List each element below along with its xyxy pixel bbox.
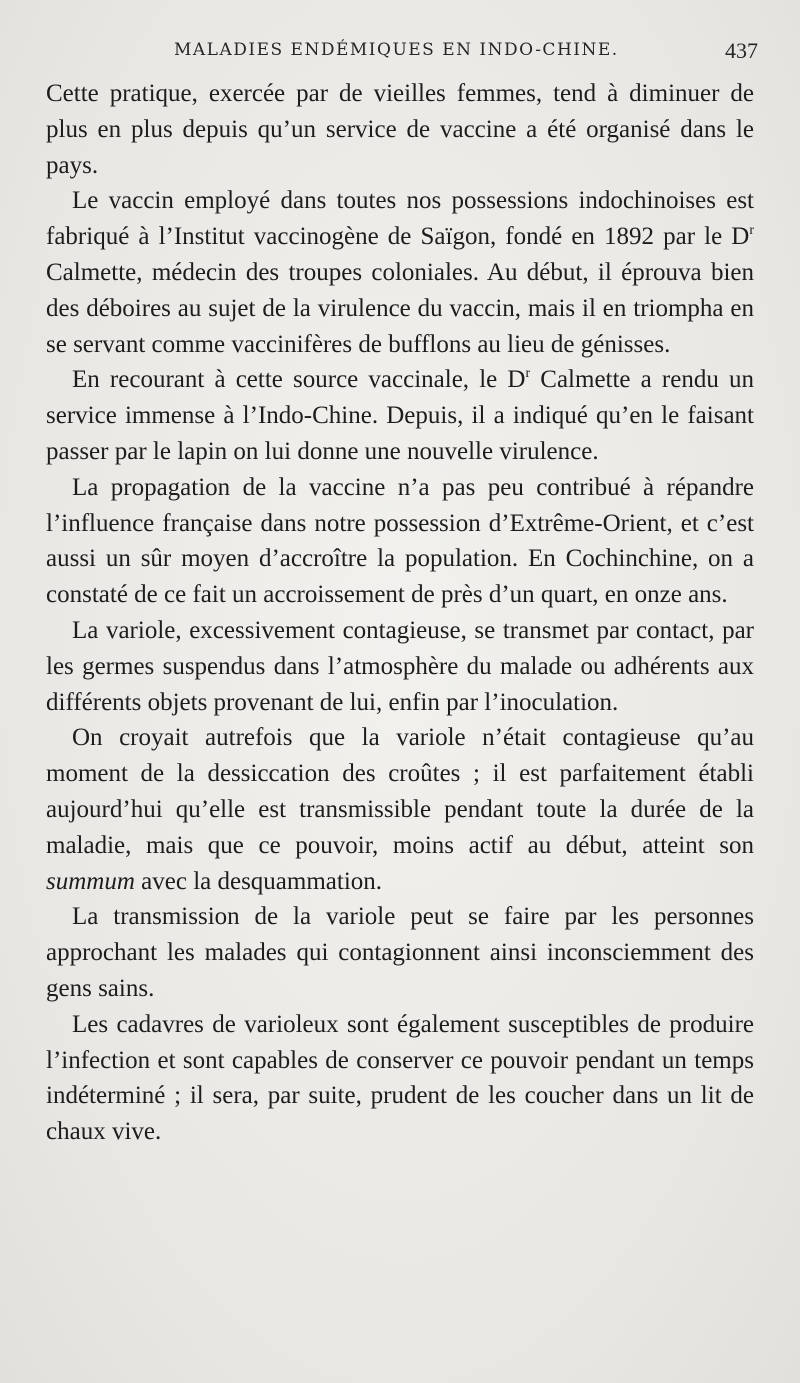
italic-term: summum [46, 867, 135, 895]
paragraph: La transmission de la variole peut se faire par les personnes approchant les malades qui contagionnent ainsi inconsciemment des gens sains. [46, 903, 754, 1002]
body-text [46, 76, 754, 1150]
paragraph [46, 720, 754, 899]
paragraph-text: En recourant à cette source vaccinale, le D [72, 366, 526, 394]
paragraph: Cette pratique, exercée par de vieilles femmes, tend à diminuer de plus en plus depuis qu’un service de vaccine a été organisé dans le pays. [46, 80, 754, 179]
running-head: MALADIES ENDÉMIQUES EN INDO-CHINE. [174, 40, 619, 60]
superscript: r [749, 223, 754, 239]
page-number: 437 [725, 38, 758, 63]
paragraph: La propagation de la vaccine n’a pas peu contribué à répandre l’influence française dans notre possession d’Extrême-Orient, et c’est aussi un sûr moyen d’accroître la population. En Cochinchine, on a constaté de ce fait un accroissement de près d’un quart, en onze ans. [46, 473, 754, 609]
paragraph-text: Calmette, médecin des troupes coloniales. Au début, il éprouva bien des déboires au sujet de la virulence du vaccin, mais il en triompha en se servant comme vaccinifères de bufflons au lieu de génisses. [46, 258, 754, 358]
paragraph [46, 183, 754, 362]
paragraph-text: On croyait autrefois que la variole n’était contagieuse qu’au moment de la dessiccation des croûtes ; il est parfaitement établi aujourd’hui qu’elle est transmissible pendant toute la durée de la maladie, mais que ce pouvoir, moins actif au début, atteint son [46, 724, 754, 859]
superscript: r [525, 366, 531, 382]
paragraph-text: avec la desquammation. [134, 867, 383, 895]
paragraph-text: Calmette a rendu un service immense à l’Indo-Chine. Depuis, il a indiqué qu’en le faisant passer par le lapin on lui donne une nouvelle virulence. [46, 366, 754, 465]
paragraph-text: Le vaccin employé dans toutes nos possessions indochinoises est fabriqué à l’Institut vaccinogène de Saïgon, fondé en 1892 par le D [46, 187, 754, 251]
paragraph: La variole, excessivement contagieuse, se transmet par contact, par les germes suspendus dans l’atmosphère du malade ou adhérents aux différents objets provenant de lui, enfin par l’inoculation. [46, 616, 754, 716]
page-header [46, 40, 758, 68]
paragraph: Les cadavres de varioleux sont également susceptibles de produire l’infection et sont capables de conserver ce pouvoir pendant un temps indéterminé ; il sera, par suite, prudent de les coucher dans un lit de chaux vive. [46, 1010, 754, 1146]
paragraph [46, 362, 754, 469]
